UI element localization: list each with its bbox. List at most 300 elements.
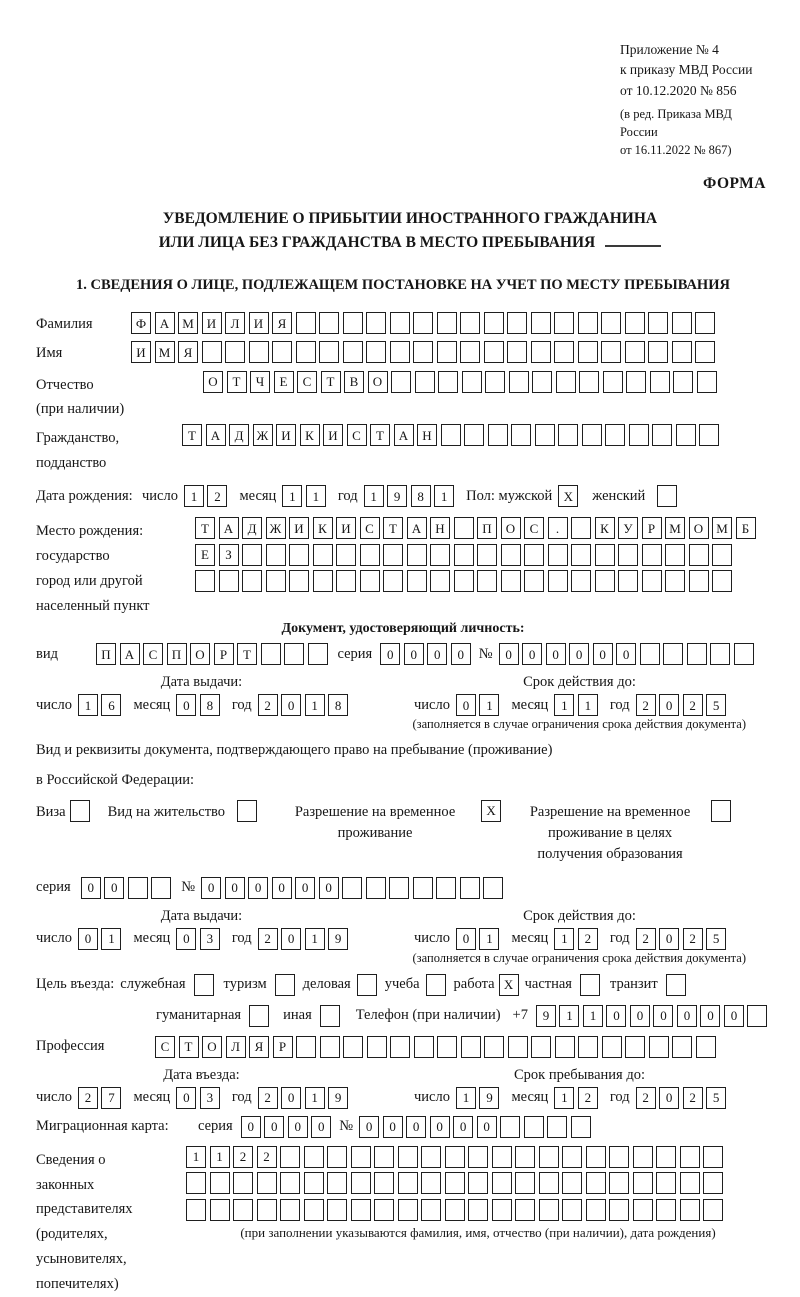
char-cell[interactable] [308,643,328,665]
char-cell[interactable] [320,1005,340,1027]
char-cell[interactable] [445,1146,465,1168]
char-cell[interactable] [383,570,403,592]
char-cell[interactable] [689,570,709,592]
char-cell[interactable] [219,570,239,592]
char-cell[interactable]: 0 [593,643,613,665]
char-cell[interactable]: 0 [319,877,339,899]
char-cell[interactable] [580,974,600,996]
char-cell[interactable] [501,570,521,592]
char-cell[interactable] [673,371,693,393]
char-cell[interactable]: Я [272,312,292,334]
char-cell[interactable] [407,544,427,566]
char-cell[interactable] [210,1199,230,1221]
char-cell[interactable]: 2 [78,1087,98,1109]
char-cell[interactable] [242,544,262,566]
char-cell[interactable]: О [202,1036,222,1058]
char-cell[interactable]: 0 [453,1116,473,1138]
char-cell[interactable]: 5 [706,1087,726,1109]
char-cell[interactable] [650,371,670,393]
char-cell[interactable] [391,371,411,393]
char-cell[interactable] [460,341,480,363]
char-cell[interactable]: С [524,517,544,539]
char-cell[interactable]: 1 [305,694,325,716]
char-cell[interactable]: 0 [456,928,476,950]
char-cell[interactable] [734,643,754,665]
char-cell[interactable] [507,312,527,334]
char-cell[interactable] [272,341,292,363]
char-cell[interactable]: 0 [499,643,519,665]
char-cell[interactable] [595,570,615,592]
char-cell[interactable] [437,312,457,334]
char-cell[interactable]: 9 [328,1087,348,1109]
char-cell[interactable]: А [407,517,427,539]
char-cell[interactable]: 0 [659,928,679,950]
char-cell[interactable] [367,1036,387,1058]
char-cell[interactable] [633,1172,653,1194]
char-cell[interactable] [625,1036,645,1058]
char-cell[interactable]: 2 [258,928,278,950]
char-cell[interactable] [539,1199,559,1221]
char-cell[interactable]: Е [195,544,215,566]
char-cell[interactable]: 0 [630,1005,650,1027]
char-cell[interactable] [484,341,504,363]
char-cell[interactable] [436,877,456,899]
char-cell[interactable]: 1 [479,694,499,716]
char-cell[interactable] [249,1005,269,1027]
char-cell[interactable] [558,424,578,446]
char-cell[interactable]: Т [182,424,202,446]
char-cell[interactable] [633,1199,653,1221]
char-cell[interactable]: Р [642,517,662,539]
char-cell[interactable] [284,643,304,665]
char-cell[interactable] [233,1199,253,1221]
char-cell[interactable] [695,312,715,334]
char-cell[interactable]: 9 [387,485,407,507]
char-cell[interactable]: И [202,312,222,334]
char-cell[interactable]: 0 [406,1116,426,1138]
char-cell[interactable] [275,974,295,996]
char-cell[interactable]: 9 [479,1087,499,1109]
char-cell[interactable]: Л [225,312,245,334]
char-cell[interactable] [414,1036,434,1058]
char-cell[interactable]: 2 [636,1087,656,1109]
char-cell[interactable] [454,544,474,566]
char-cell[interactable] [492,1146,512,1168]
char-cell[interactable] [336,570,356,592]
char-cell[interactable] [571,1116,591,1138]
char-cell[interactable] [601,341,621,363]
char-cell[interactable] [242,570,262,592]
char-cell[interactable]: Т [227,371,247,393]
char-cell[interactable] [445,1172,465,1194]
char-cell[interactable] [648,341,668,363]
char-cell[interactable] [548,544,568,566]
char-cell[interactable] [710,643,730,665]
char-cell[interactable] [484,312,504,334]
char-cell[interactable] [289,544,309,566]
char-cell[interactable] [320,1036,340,1058]
char-cell[interactable]: М [178,312,198,334]
char-cell[interactable] [539,1172,559,1194]
char-cell[interactable] [351,1199,371,1221]
char-cell[interactable] [532,371,552,393]
char-cell[interactable]: 0 [653,1005,673,1027]
char-cell[interactable]: 0 [281,1087,301,1109]
char-cell[interactable]: З [219,544,239,566]
char-cell[interactable]: 3 [200,928,220,950]
char-cell[interactable] [602,1036,622,1058]
char-cell[interactable]: 0 [451,643,471,665]
char-cell[interactable] [531,341,551,363]
char-cell[interactable]: 7 [101,1087,121,1109]
char-cell[interactable]: К [313,517,333,539]
char-cell[interactable]: 0 [359,1116,379,1138]
char-cell[interactable] [421,1146,441,1168]
char-cell[interactable] [633,1146,653,1168]
char-cell[interactable] [703,1146,723,1168]
char-cell[interactable]: А [219,517,239,539]
char-cell[interactable]: 0 [78,928,98,950]
char-cell[interactable]: 0 [288,1116,308,1138]
char-cell[interactable] [484,1036,504,1058]
char-cell[interactable]: 1 [210,1146,230,1168]
char-cell[interactable]: П [477,517,497,539]
char-cell[interactable] [625,312,645,334]
char-cell[interactable]: 5 [706,694,726,716]
char-cell[interactable]: 0 [176,928,196,950]
char-cell[interactable] [280,1146,300,1168]
char-cell[interactable] [625,341,645,363]
char-cell[interactable] [366,341,386,363]
char-cell[interactable] [389,877,409,899]
char-cell[interactable]: Л [226,1036,246,1058]
char-cell[interactable]: Я [249,1036,269,1058]
char-cell[interactable] [304,1199,324,1221]
char-cell[interactable] [186,1199,206,1221]
char-cell[interactable]: 0 [81,877,101,899]
char-cell[interactable] [390,312,410,334]
char-cell[interactable] [296,1036,316,1058]
char-cell[interactable] [509,371,529,393]
char-cell[interactable] [445,1199,465,1221]
char-cell[interactable]: Р [214,643,234,665]
char-cell[interactable] [319,341,339,363]
char-cell[interactable]: 0 [430,1116,450,1138]
char-cell[interactable] [680,1146,700,1168]
char-cell[interactable]: Н [417,424,437,446]
char-cell[interactable] [656,1172,676,1194]
char-cell[interactable] [524,544,544,566]
char-cell[interactable]: М [665,517,685,539]
char-cell[interactable] [524,1116,544,1138]
char-cell[interactable]: Т [237,643,257,665]
char-cell[interactable] [194,974,214,996]
char-cell[interactable] [210,1172,230,1194]
char-cell[interactable] [672,341,692,363]
char-cell[interactable] [578,312,598,334]
char-cell[interactable] [555,1036,575,1058]
char-cell[interactable] [548,570,568,592]
char-cell[interactable]: 2 [683,1087,703,1109]
char-cell[interactable] [697,371,717,393]
char-cell[interactable]: 2 [233,1146,253,1168]
char-cell[interactable]: И [323,424,343,446]
char-cell[interactable]: П [96,643,116,665]
char-cell[interactable] [296,341,316,363]
char-cell[interactable]: Я [178,341,198,363]
char-cell[interactable] [571,517,591,539]
char-cell[interactable] [413,877,433,899]
char-cell[interactable]: П [167,643,187,665]
char-cell[interactable]: С [155,1036,175,1058]
char-cell[interactable] [415,371,435,393]
char-cell[interactable] [656,1146,676,1168]
char-cell[interactable]: 1 [101,928,121,950]
char-cell[interactable]: 2 [636,694,656,716]
char-cell[interactable]: 0 [724,1005,744,1027]
char-cell[interactable]: 0 [456,694,476,716]
char-cell[interactable]: 8 [328,694,348,716]
char-cell[interactable] [657,485,677,507]
char-cell[interactable] [413,341,433,363]
char-cell[interactable] [586,1199,606,1221]
char-cell[interactable] [461,1036,481,1058]
char-cell[interactable] [360,570,380,592]
char-cell[interactable] [515,1172,535,1194]
char-cell[interactable]: Т [370,424,390,446]
char-cell[interactable] [642,570,662,592]
char-cell[interactable] [666,974,686,996]
char-cell[interactable] [468,1146,488,1168]
char-cell[interactable] [663,643,683,665]
char-cell[interactable] [485,371,505,393]
char-cell[interactable]: 0 [264,1116,284,1138]
char-cell[interactable] [515,1199,535,1221]
char-cell[interactable] [501,544,521,566]
char-cell[interactable]: 1 [305,1087,325,1109]
char-cell[interactable] [535,424,555,446]
char-cell[interactable] [609,1199,629,1221]
char-cell[interactable]: Т [383,517,403,539]
char-cell[interactable] [601,312,621,334]
char-cell[interactable]: 9 [328,928,348,950]
char-cell[interactable] [609,1172,629,1194]
char-cell[interactable]: 0 [659,1087,679,1109]
char-cell[interactable] [500,1116,520,1138]
char-cell[interactable]: И [249,312,269,334]
char-cell[interactable]: А [120,643,140,665]
char-cell[interactable] [390,1036,410,1058]
char-cell[interactable] [280,1172,300,1194]
char-cell[interactable]: И [336,517,356,539]
char-cell[interactable] [398,1146,418,1168]
char-cell[interactable] [640,643,660,665]
char-cell[interactable]: У [618,517,638,539]
char-cell[interactable]: 1 [305,928,325,950]
char-cell[interactable]: 0 [380,643,400,665]
char-cell[interactable]: Е [274,371,294,393]
char-cell[interactable]: М [712,517,732,539]
char-cell[interactable]: Т [321,371,341,393]
char-cell[interactable] [603,371,623,393]
char-cell[interactable]: А [394,424,414,446]
char-cell[interactable] [261,643,281,665]
char-cell[interactable] [186,1172,206,1194]
char-cell[interactable] [343,312,363,334]
char-cell[interactable] [257,1199,277,1221]
char-cell[interactable] [571,544,591,566]
char-cell[interactable]: И [131,341,151,363]
char-cell[interactable] [195,570,215,592]
char-cell[interactable] [342,877,362,899]
char-cell[interactable] [374,1146,394,1168]
char-cell[interactable] [695,341,715,363]
char-cell[interactable] [249,341,269,363]
char-cell[interactable] [689,544,709,566]
char-cell[interactable] [492,1199,512,1221]
char-cell[interactable] [672,1036,692,1058]
char-cell[interactable] [202,341,222,363]
char-cell[interactable]: 0 [427,643,447,665]
char-cell[interactable] [266,570,286,592]
char-cell[interactable]: 0 [477,1116,497,1138]
char-cell[interactable]: 2 [257,1146,277,1168]
char-cell[interactable]: 0 [104,877,124,899]
char-cell[interactable] [374,1172,394,1194]
char-cell[interactable] [712,544,732,566]
char-cell[interactable] [531,1036,551,1058]
char-cell[interactable] [398,1172,418,1194]
char-cell[interactable] [586,1172,606,1194]
char-cell[interactable]: 0 [404,643,424,665]
char-cell[interactable] [237,800,257,822]
char-cell[interactable] [468,1199,488,1221]
char-cell[interactable] [578,341,598,363]
char-cell[interactable]: 2 [258,694,278,716]
char-cell[interactable] [649,1036,669,1058]
char-cell[interactable] [351,1172,371,1194]
char-cell[interactable] [151,877,171,899]
char-cell[interactable] [483,877,503,899]
char-cell[interactable] [454,570,474,592]
char-cell[interactable] [562,1172,582,1194]
char-cell[interactable] [437,341,457,363]
char-cell[interactable] [343,1036,363,1058]
char-cell[interactable]: 0 [383,1116,403,1138]
char-cell[interactable] [421,1172,441,1194]
char-cell[interactable] [336,544,356,566]
char-cell[interactable]: Ч [250,371,270,393]
char-cell[interactable] [460,312,480,334]
char-cell[interactable] [441,424,461,446]
char-cell[interactable] [629,424,649,446]
char-cell[interactable] [437,1036,457,1058]
char-cell[interactable] [703,1199,723,1221]
char-cell[interactable] [595,544,615,566]
char-cell[interactable]: 0 [295,877,315,899]
char-cell[interactable] [374,1199,394,1221]
char-cell[interactable]: В [344,371,364,393]
char-cell[interactable] [508,1036,528,1058]
char-cell[interactable]: 1 [306,485,326,507]
char-cell[interactable]: 2 [683,928,703,950]
char-cell[interactable] [464,424,484,446]
char-cell[interactable] [579,371,599,393]
char-cell[interactable]: Д [242,517,262,539]
char-cell[interactable]: 0 [311,1116,331,1138]
char-cell[interactable]: А [206,424,226,446]
char-cell[interactable]: 6 [101,694,121,716]
char-cell[interactable]: 0 [659,694,679,716]
char-cell[interactable]: 0 [281,928,301,950]
char-cell[interactable]: 1 [559,1005,579,1027]
char-cell[interactable]: 2 [636,928,656,950]
char-cell[interactable] [477,570,497,592]
char-cell[interactable] [343,341,363,363]
char-cell[interactable]: О [190,643,210,665]
char-cell[interactable]: 0 [616,643,636,665]
char-cell[interactable] [327,1146,347,1168]
char-cell[interactable]: Т [195,517,215,539]
char-cell[interactable] [556,371,576,393]
char-cell[interactable] [531,312,551,334]
char-cell[interactable] [586,1146,606,1168]
char-cell[interactable]: 1 [578,694,598,716]
char-cell[interactable]: О [501,517,521,539]
char-cell[interactable] [477,544,497,566]
char-cell[interactable] [562,1146,582,1168]
char-cell[interactable] [680,1199,700,1221]
char-cell[interactable]: 0 [201,877,221,899]
char-cell[interactable] [488,424,508,446]
char-cell[interactable]: 0 [677,1005,697,1027]
char-cell[interactable] [524,570,544,592]
char-cell[interactable]: Н [430,517,450,539]
char-cell[interactable]: 0 [522,643,542,665]
char-cell[interactable] [672,312,692,334]
char-cell[interactable] [696,1036,716,1058]
char-cell[interactable] [280,1199,300,1221]
char-cell[interactable]: К [595,517,615,539]
char-cell[interactable]: Ж [253,424,273,446]
char-cell[interactable]: С [297,371,317,393]
char-cell[interactable] [703,1172,723,1194]
char-cell[interactable] [676,424,696,446]
char-cell[interactable] [687,643,707,665]
char-cell[interactable] [421,1199,441,1221]
char-cell[interactable]: М [155,341,175,363]
char-cell[interactable] [304,1172,324,1194]
char-cell[interactable] [515,1146,535,1168]
char-cell[interactable] [511,424,531,446]
char-cell[interactable]: О [689,517,709,539]
char-cell[interactable] [430,544,450,566]
char-cell[interactable] [360,544,380,566]
char-cell[interactable] [430,570,450,592]
char-cell[interactable]: 1 [282,485,302,507]
char-cell[interactable]: И [289,517,309,539]
char-cell[interactable]: 8 [411,485,431,507]
char-cell[interactable]: 2 [683,694,703,716]
char-cell[interactable] [266,544,286,566]
char-cell[interactable]: 1 [583,1005,603,1027]
char-cell[interactable] [296,312,316,334]
char-cell[interactable] [609,1146,629,1168]
char-cell[interactable]: А [155,312,175,334]
char-cell[interactable]: К [300,424,320,446]
char-cell[interactable]: С [360,517,380,539]
char-cell[interactable] [507,341,527,363]
